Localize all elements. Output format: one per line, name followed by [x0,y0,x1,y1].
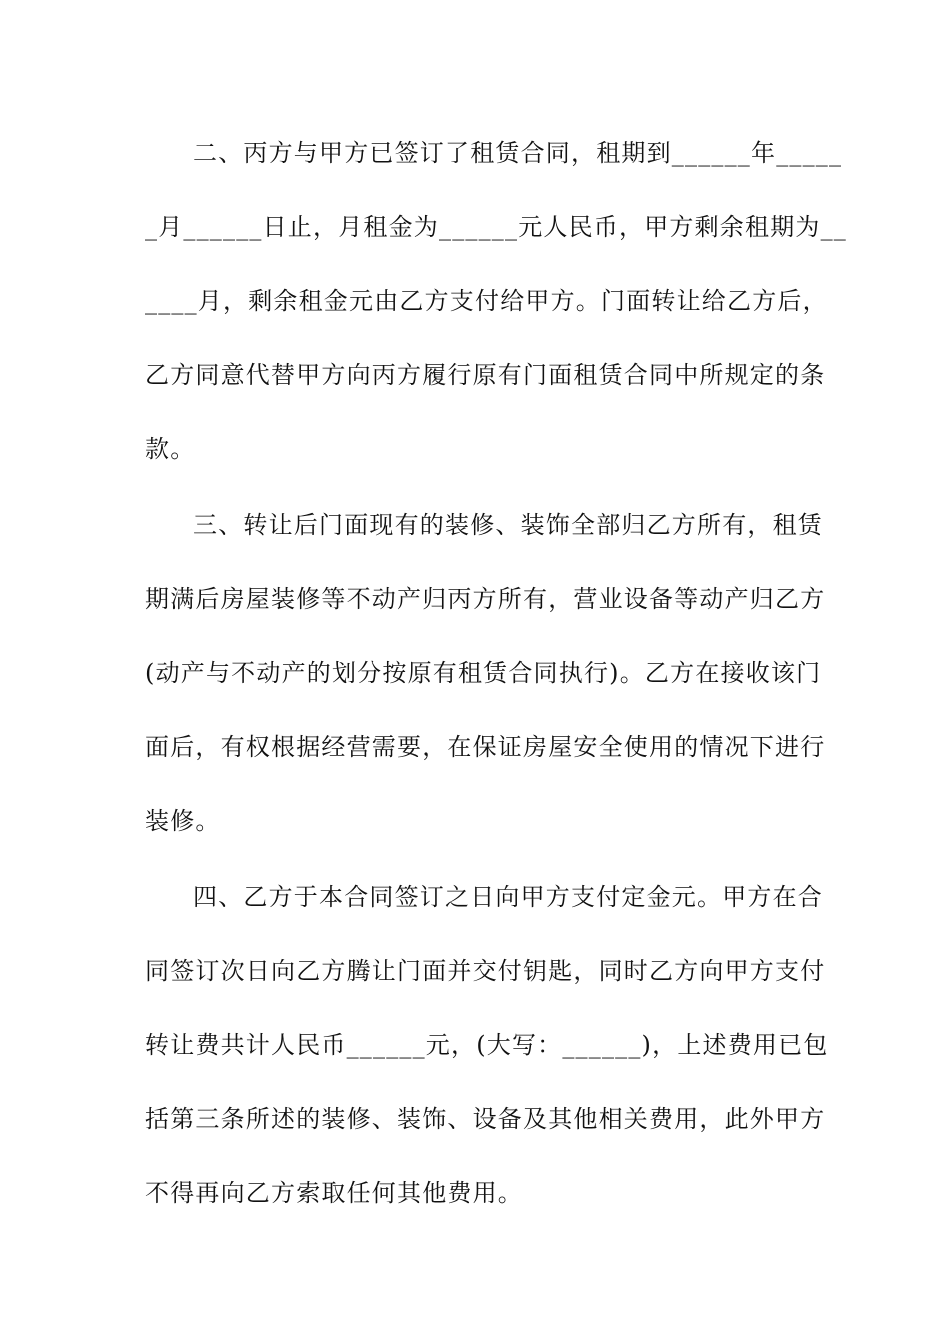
clause-3-line-3: (动产与不动产的划分按原有租赁合同执行)。乙方在接收该门 [145,659,822,687]
clause-3-line-1: 三、转让后门面现有的装修、装饰全部归乙方所有，租赁 [193,511,823,539]
clause-4-line-5: 不得再向乙方索取任何其他费用。 [145,1179,523,1207]
clause-3-line-5: 装修。 [145,807,221,835]
clause-4-line-2: 同签订次日向乙方腾让门面并交付钥匙，同时乙方向甲方支付 [145,957,826,985]
clause-2-line-2: _月______日止，月租金为______元人民币，甲方剩余租期为__ [145,213,847,241]
clause-2-line-3: ____月，剩余租金元由乙方支付给甲方。门面转让给乙方后， [145,287,828,315]
clause-4-line-3: 转让费共计人民币______元，(大写：______)，上述费用已包 [145,1031,829,1059]
clause-2-line-4: 乙方同意代替甲方向丙方履行原有门面租赁合同中所规定的条 [145,361,826,389]
clause-4-line-1: 四、乙方于本合同签订之日向甲方支付定金元。甲方在合 [193,883,823,911]
clause-2-line-5: 款。 [145,435,196,463]
clause-2-line-1: 二、丙方与甲方已签订了租赁合同，租期到______年_____ [193,139,843,167]
clause-3-line-2: 期满后房屋装修等不动产归丙方所有，营业设备等动产归乙方 [145,585,826,613]
clause-4-line-4: 括第三条所述的装修、装饰、设备及其他相关费用，此外甲方 [145,1105,826,1133]
clause-3-line-4: 面后，有权根据经营需要，在保证房屋安全使用的情况下进行 [145,733,826,761]
